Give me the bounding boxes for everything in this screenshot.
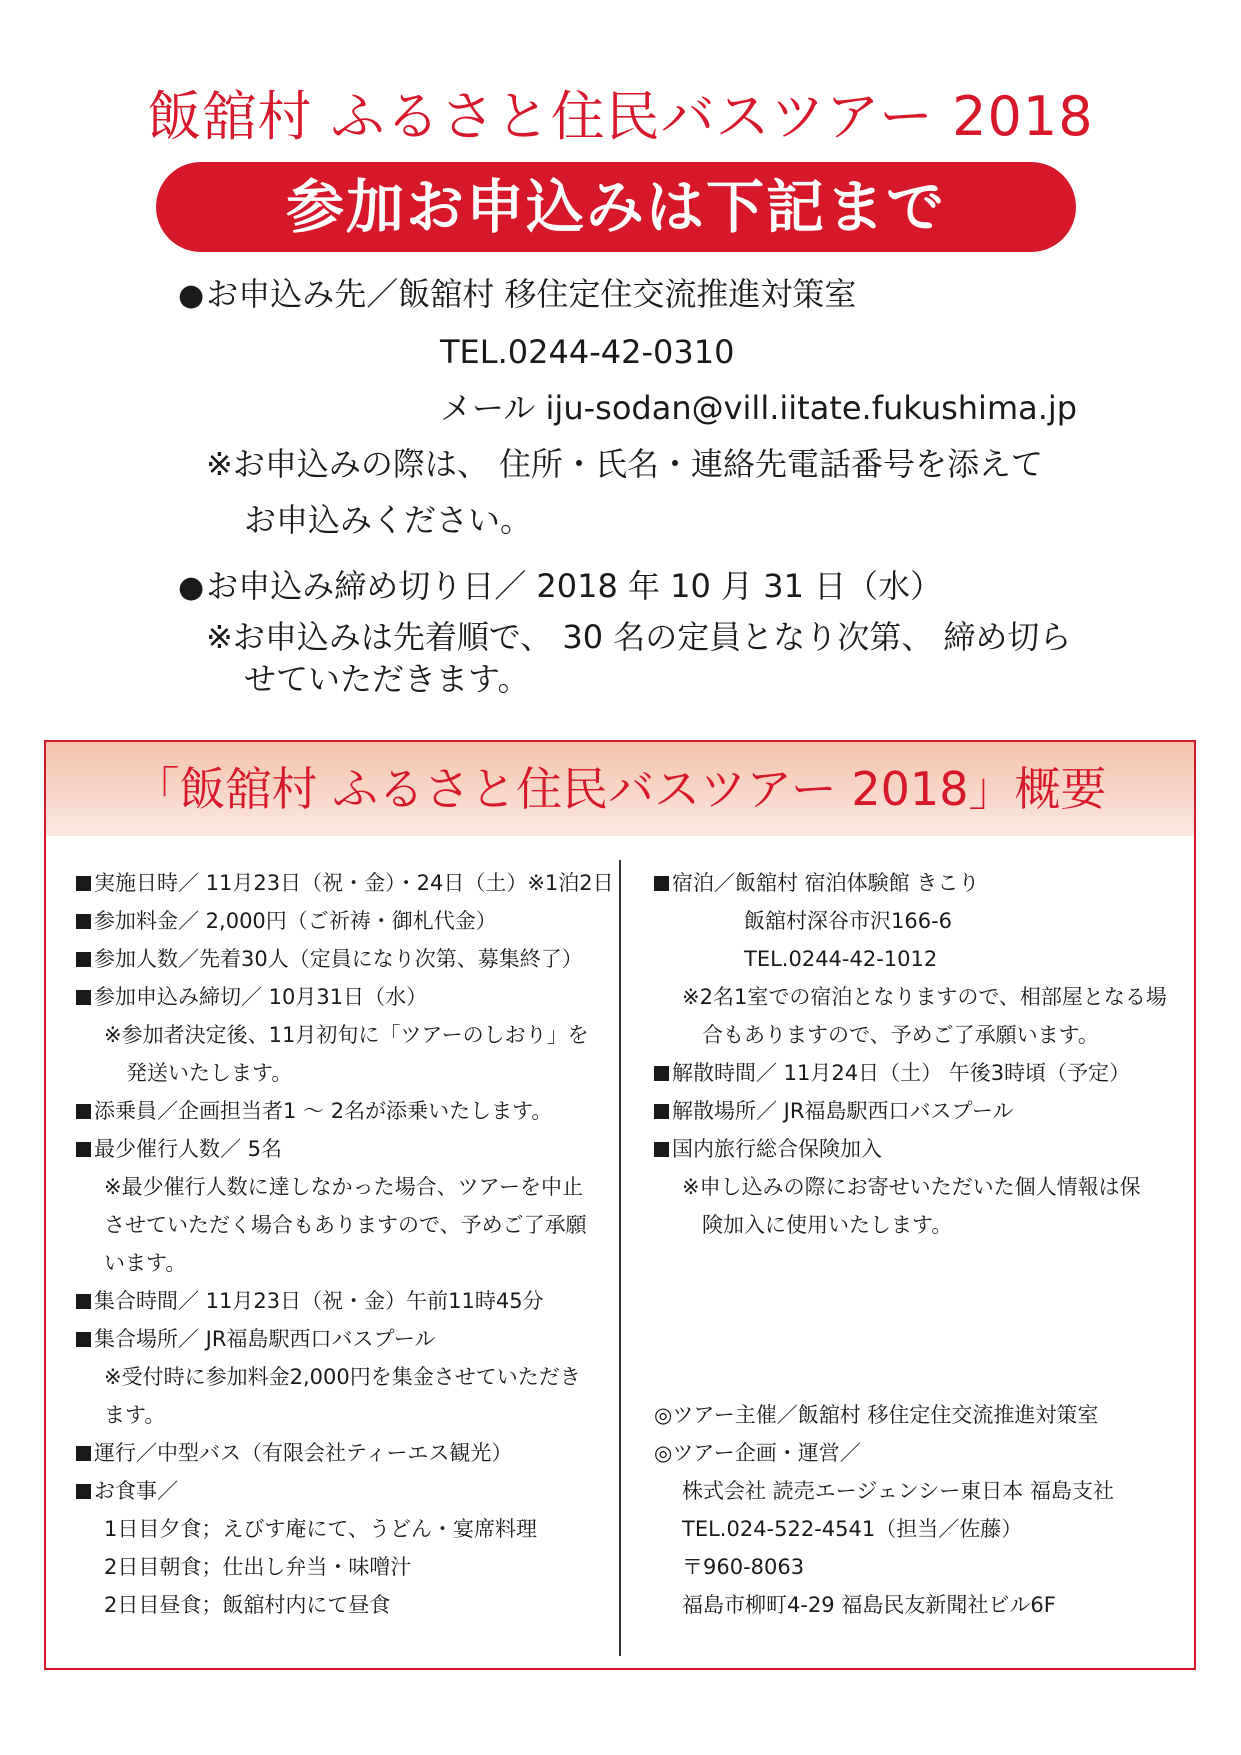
list-item: 最少催行人数／ 5名	[76, 1130, 616, 1168]
list-item: 解散場所／ JR福島駅西口バスプール	[654, 1092, 1184, 1130]
bullet-icon: ●	[178, 570, 205, 605]
list-item: 添乗員／企画担当者1 ～ 2名が添乗いたします。	[76, 1092, 616, 1130]
company-name: 株式会社 読売エージェンシー東日本 福島支社	[682, 1479, 1114, 1503]
deadline-note-cont: せていただきます。	[244, 660, 530, 698]
column-divider	[619, 860, 621, 1656]
deadline-label: お申込み締め切り日／ 2018 年 10 月 31 日（水）	[206, 567, 943, 605]
list-note: 険加入に使用いたします。	[702, 1213, 953, 1237]
overview-left-column	[76, 864, 616, 1624]
list-item: 実施日時／ 11月23日（祝・金）・24日（土）※1泊2日	[76, 864, 616, 902]
overview-title: 「飯舘村 ふるさと住民バスツアー 2018」概要	[46, 742, 1194, 836]
square-bullet-icon	[76, 1294, 91, 1309]
organizer: ◎ツアー主催／飯舘村 移住定住交流推進対策室	[654, 1403, 1099, 1427]
meal-item: 2日目昼食；飯舘村内にて昼食	[104, 1593, 391, 1617]
list-item: 参加料金／ 2,000円（ご祈祷・御札代金）	[76, 902, 616, 940]
list-note: 発送いたします。	[126, 1061, 293, 1085]
lodging-tel: TEL.0244-42-1012	[744, 947, 938, 971]
deadline-note: ※お申込みは先着順で、 30 名の定員となり次第、 締め切ら	[206, 618, 1072, 656]
square-bullet-icon	[76, 1104, 91, 1119]
bullet-icon: ●	[178, 278, 205, 313]
application-banner: 参加お申込みは下記まで	[156, 162, 1076, 252]
list-item: 参加人数／先着30人（定員になり次第、募集終了）	[76, 940, 616, 978]
square-bullet-icon	[76, 876, 91, 891]
list-note: います。	[104, 1251, 187, 1275]
square-bullet-icon	[654, 1104, 669, 1119]
list-note: ※参加者決定後、11月初旬に「ツアーのしおり」を	[104, 1023, 589, 1047]
overview-right-column	[654, 864, 1184, 1624]
contact-note: ※お申込みの際は、 住所・氏名・連絡先電話番号を添えて	[206, 445, 1043, 483]
list-note: 合もありますので、予めご了承願います。	[702, 1023, 1099, 1047]
deadline-line	[178, 558, 1078, 616]
planner: ◎ツアー企画・運営／	[654, 1441, 861, 1465]
page-title: 飯舘村 ふるさと住民バスツアー 2018	[147, 85, 1094, 148]
square-bullet-icon	[654, 1142, 669, 1157]
lodging-address: 飯舘村深谷市沢166-6	[744, 909, 953, 933]
overview-box	[44, 740, 1196, 1670]
list-note: ます。	[104, 1403, 166, 1427]
list-item: 参加申込み締切／ 10月31日（水）	[76, 978, 616, 1016]
application-info	[178, 266, 1078, 700]
square-bullet-icon	[76, 952, 91, 967]
list-item: お食事／	[76, 1472, 616, 1510]
company-address: 福島市柳町4-29 福島民友新聞社ビル6F	[682, 1593, 1056, 1617]
square-bullet-icon	[76, 1332, 91, 1347]
company-postcode: 〒960-8063	[682, 1555, 805, 1579]
list-item: 集合時間／ 11月23日（祝・金）午前11時45分	[76, 1282, 616, 1320]
list-item: 宿泊／飯舘村 宿泊体験館 きこり	[654, 864, 1184, 902]
list-note: ※受付時に参加料金2,000円を集金させていただき	[104, 1365, 581, 1389]
list-item: 国内旅行総合保険加入	[654, 1130, 1184, 1168]
list-note: ※2名1室での宿泊となりますので、相部屋となる場	[682, 985, 1167, 1009]
list-note: ※最少催行人数に達しなかった場合、ツアーを中止	[104, 1175, 583, 1199]
list-item: 解散時間／ 11月24日（土） 午後3時頃（予定）	[654, 1054, 1184, 1092]
list-item: 運行／中型バス（有限会社ティーエス観光）	[76, 1434, 616, 1472]
square-bullet-icon	[654, 1066, 669, 1081]
square-bullet-icon	[76, 990, 91, 1005]
contact-label: お申込み先／飯舘村 移住定住交流推進対策室	[206, 275, 857, 313]
square-bullet-icon	[654, 876, 669, 891]
meal-item: 1日目夕食；えびす庵にて、うどん・宴席料理	[104, 1517, 537, 1541]
meal-item: 2日目朝食；仕出し弁当・味噌汁	[104, 1555, 412, 1579]
list-note: ※申し込みの際にお寄せいただいた個人情報は保	[682, 1175, 1141, 1199]
square-bullet-icon	[76, 1446, 91, 1461]
contact-mail: メール iju-sodan@vill.iitate.fukushima.jp	[440, 389, 1078, 427]
list-item: 集合場所／ JR福島駅西口バスプール	[76, 1320, 616, 1358]
list-note: させていただく場合もありますので、予めご了承願	[104, 1213, 587, 1237]
square-bullet-icon	[76, 914, 91, 929]
contact-note-cont: お申込みください。	[244, 501, 533, 539]
square-bullet-icon	[76, 1142, 91, 1157]
company-tel: TEL.024-522-4541（担当／佐藤）	[682, 1517, 1023, 1541]
contact-tel: TEL.0244-42-0310	[440, 333, 735, 371]
contact-line	[178, 266, 1078, 324]
square-bullet-icon	[76, 1484, 91, 1499]
